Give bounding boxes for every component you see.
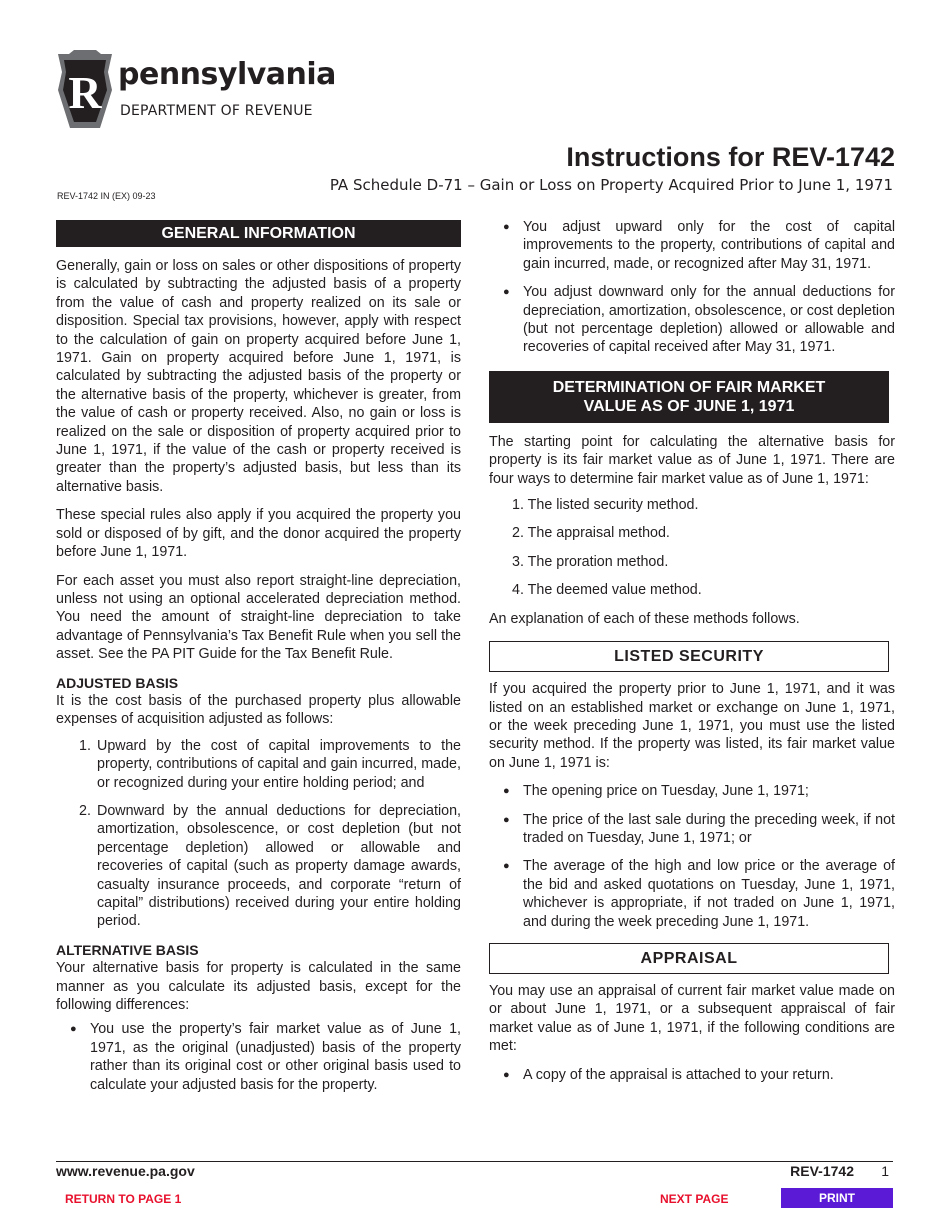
bullet-icon: ● — [503, 1068, 510, 1081]
bullet-icon: ● — [503, 286, 510, 299]
list-item — [489, 811, 895, 848]
list-text: A copy of the appraisal is attached to your return. — [523, 1066, 834, 1083]
keystone-icon — [56, 50, 114, 130]
list-item — [56, 737, 461, 792]
brand-name: pennsylvania — [118, 57, 336, 92]
list-item: 2. The appraisal method. — [512, 525, 670, 542]
bullet-icon: ● — [503, 785, 510, 798]
fmv-intro: The starting point for calculating the alternative basis for property is its fair market value as of June 1, 1971. There are four ways to determine fair market value as of June 1, 1971: — [489, 433, 895, 487]
next-page-button[interactable]: NEXT PAGE — [660, 1192, 729, 1206]
list-item — [489, 782, 895, 800]
fmv-heading-line1: DETERMINATION OF FAIR MARKET — [552, 378, 826, 396]
pa-revenue-logo — [56, 50, 356, 130]
return-to-page-1-button[interactable]: RETURN TO PAGE 1 — [65, 1192, 182, 1206]
footer-divider — [56, 1161, 893, 1162]
alternative-basis-intro: Your alternative basis for property is calculated in the same manner as you calculate its adjusted basis, except for the following differences: — [56, 960, 461, 1014]
fmv-outro: An explanation of each of these methods follows. — [489, 610, 800, 627]
listed-security-list — [489, 782, 895, 931]
right-column — [489, 218, 895, 1094]
print-button[interactable]: PRINT — [781, 1188, 893, 1208]
page-number: 1 — [881, 1163, 889, 1179]
fair-market-value-heading — [489, 371, 889, 423]
general-paragraph-3: For each asset you must also report straight-line depreciation, unless not using an optional accelerated depreciation method. You need the amount of straight-line depreciation to take advantage of Pennsylvania’s Tax Benefit Rule when you sell the asset. See the PA PIT Guide for the Tax Benefit Rule. — [56, 572, 461, 663]
fmv-methods-list — [489, 496, 895, 600]
footer-form-code: REV-1742 — [790, 1163, 854, 1179]
list-item — [489, 283, 895, 357]
department-name: DEPARTMENT OF REVENUE — [120, 103, 313, 119]
list-item — [489, 857, 895, 931]
list-text: You adjust upward only for the cost of capital improvements to the property, contributions of capital and gain incurred, made, or recognized after May 31, 1971. — [523, 219, 895, 272]
list-item — [489, 218, 895, 273]
page-title: Instructions for REV-1742 — [566, 142, 895, 172]
left-column — [56, 220, 461, 1104]
bullet-icon: ● — [503, 860, 510, 873]
bullet-icon: ● — [503, 221, 510, 233]
adjusted-basis-heading: ADJUSTED BASIS — [56, 674, 179, 691]
list-item — [56, 1020, 461, 1094]
bullet-icon: ● — [70, 1023, 77, 1036]
list-item — [56, 802, 461, 931]
website-link[interactable]: www.revenue.pa.gov — [56, 1163, 195, 1179]
list-text: The average of the high and low price or the average of the bid and asked quotations on Tuesday, June 1, 1971, whichever is appropriate, if not traded on June 1, 1971, and during the week preceding June 1, 1971. — [523, 858, 895, 930]
list-number: 2. — [79, 802, 91, 819]
alternative-basis-list-continued — [489, 218, 895, 357]
list-item: 4. The deemed value method. — [512, 582, 702, 599]
list-item: 3. The proration method. — [512, 553, 669, 570]
page-subtitle: PA Schedule D-71 – Gain or Loss on Property Acquired Prior to June 1, 1971 — [329, 176, 893, 194]
bullet-icon: ● — [503, 813, 510, 826]
logo-letter: R — [68, 67, 102, 118]
listed-security-heading: LISTED SECURITY — [489, 641, 889, 672]
appraisal-intro: You may use an appraisal of current fair market value made on or about June 1, 1971, or a subsequent appraiscal of fair market value as of June 1, 1971, if the following conditions are met: — [489, 982, 895, 1055]
fmv-heading-line2: VALUE AS OF JUNE 1, 1971 — [583, 397, 795, 415]
list-text: You adjust downward only for the annual deductions for depreciation, amortization, obsolescence, or cost depletion (but not percentage depletion) allowed or allowable and recoveries of capital received after May 31, 1971. — [523, 284, 895, 356]
general-paragraph-1: Generally, gain or loss on sales or other dispositions of property is calculated by subtracting the adjusted basis of a property from the value of cash and property realized on its sale or disposition. Special tax provisions, however, apply with respect to the calculation of gain on property acquired before June 1, 1971. Gain on property acquired before June 1, 1971, is calculated by subtracting the adjusted basis of the property or the alternative basis of the property, whichever is greater, from the value of cash or property received. Also, no gain or loss is realized on the sale or disposition of property acquired prior to June 1, 1971, if the value of the cash or property received is greater than the property’s adjusted basis, but less than its alternative basis. — [56, 258, 461, 495]
list-text: You use the property’s fair market value as of June 1, 1971, as the original (unadjusted) basis of the property rather than its original cost or other original basis used to calculate your adjusted basis for the property. — [90, 1021, 461, 1093]
alternative-basis-list — [56, 1020, 461, 1094]
alternative-basis-heading: ALTERNATIVE BASIS — [56, 941, 199, 958]
list-text: Upward by the cost of capital improvements to the property, contributions of capital and gain incurred, made, or recognized during your entire holding period; and — [97, 737, 461, 791]
list-item — [489, 1066, 895, 1084]
form-code: REV-1742 IN (EX) 09-23 — [57, 191, 156, 201]
list-text: The opening price on Tuesday, June 1, 1971; — [523, 783, 809, 800]
appraisal-heading: APPRAISAL — [489, 943, 889, 974]
general-information-heading: GENERAL INFORMATION — [56, 220, 461, 247]
adjusted-basis-list — [56, 737, 461, 931]
list-number: 1. — [79, 737, 91, 754]
adjusted-basis-intro: It is the cost basis of the purchased property plus allowable expenses of acquisition adjusted as follows: — [56, 692, 461, 728]
list-text: Downward by the annual deductions for depreciation, amortization, obsolescence, or cost depletion (but not percentage depletion) allowed or allowable and recoveries of capital (such as property damage awards, casualty insurance proceeds, and corporate “return of capital” distributions) received during your entire holding period. — [97, 802, 461, 930]
general-paragraph-2: These special rules also apply if you acquired the property you sold or disposed of by gift, and the donor acquired the property before June 1, 1971. — [56, 507, 461, 561]
list-item: 1. The listed security method. — [512, 497, 699, 514]
list-text: The price of the last sale during the preceding week, if not traded on Tuesday, June 1, 1971; or — [523, 811, 895, 846]
listed-security-intro: If you acquired the property prior to June 1, 1971, and it was listed on an established market or exchange on June 1, 1971, or the week preceding June 1, 1971, you must use the listed security method. If the property was listed, its fair market value on June 1, 1971 is: — [489, 681, 895, 771]
appraisal-list — [489, 1066, 895, 1084]
